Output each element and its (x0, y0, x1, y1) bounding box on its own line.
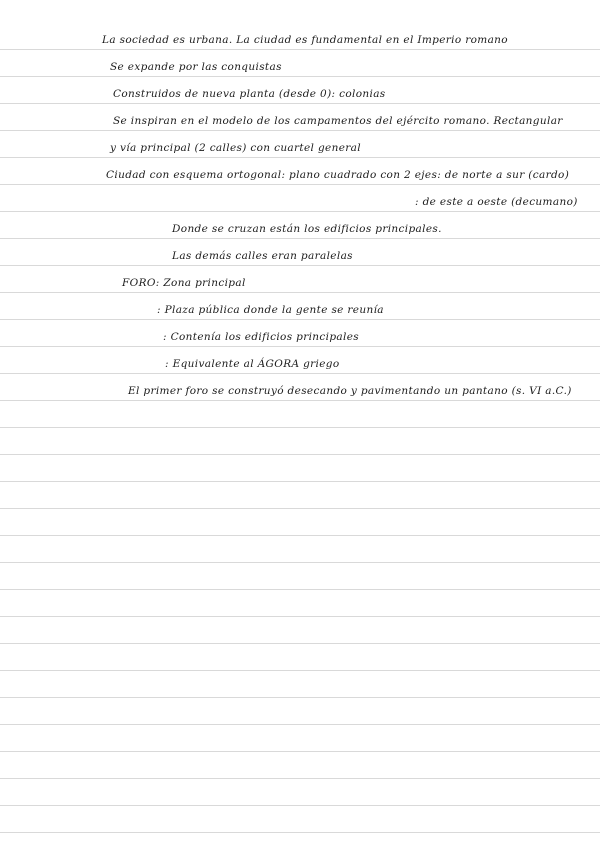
ruled-line (0, 49, 600, 50)
note-line-4: Se inspiran en el modelo de los campamentos del ejército romano. Rectangular (113, 115, 563, 127)
ruled-line (0, 400, 600, 401)
ruled-line (0, 76, 600, 77)
note-line-11: : Plaza pública donde la gente se reunía (157, 304, 384, 316)
ruled-line (0, 184, 600, 185)
note-line-10: FORO: Zona principal (122, 277, 246, 289)
ruled-line (0, 454, 600, 455)
note-line-13: : Equivalente al ÁGORA griego (165, 358, 340, 370)
ruled-line (0, 508, 600, 509)
ruled-line (0, 832, 600, 833)
note-line-3: Construidos de nueva planta (desde 0): colonias (113, 88, 386, 100)
ruled-line (0, 292, 600, 293)
ruled-line (0, 238, 600, 239)
ruled-line (0, 211, 600, 212)
ruled-line (0, 535, 600, 536)
ruled-line (0, 643, 600, 644)
ruled-line (0, 265, 600, 266)
note-line-1: La sociedad es urbana. La ciudad es fundamental en el Imperio romano (102, 34, 508, 46)
ruled-line (0, 778, 600, 779)
ruled-line (0, 805, 600, 806)
ruled-line (0, 157, 600, 158)
ruled-line (0, 130, 600, 131)
ruled-line (0, 427, 600, 428)
note-line-12: : Contenía los edificios principales (163, 331, 360, 343)
ruled-line (0, 373, 600, 374)
note-line-5: y vía principal (2 calles) con cuartel general (110, 142, 361, 154)
ruled-line (0, 616, 600, 617)
ruled-line (0, 319, 600, 320)
ruled-line (0, 562, 600, 563)
ruled-line (0, 724, 600, 725)
note-line-14: El primer foro se construyó desecando y pavimentando un pantano (s. VI a.C.) (128, 385, 572, 397)
note-line-2: Se expande por las conquistas (110, 61, 282, 73)
note-line-8: Donde se cruzan están los edificios principales. (172, 223, 442, 235)
ruled-line (0, 697, 600, 698)
ruled-line (0, 103, 600, 104)
ruled-line (0, 670, 600, 671)
ruled-line (0, 481, 600, 482)
ruled-line (0, 346, 600, 347)
ruled-line (0, 751, 600, 752)
ruled-line (0, 589, 600, 590)
note-line-6: Ciudad con esquema ortogonal: plano cuadrado con 2 ejes: de norte a sur (cardo) (106, 169, 570, 181)
note-line-9: Las demás calles eran paralelas (172, 250, 353, 262)
note-line-7: : de este a oeste (decumano) (415, 196, 578, 208)
